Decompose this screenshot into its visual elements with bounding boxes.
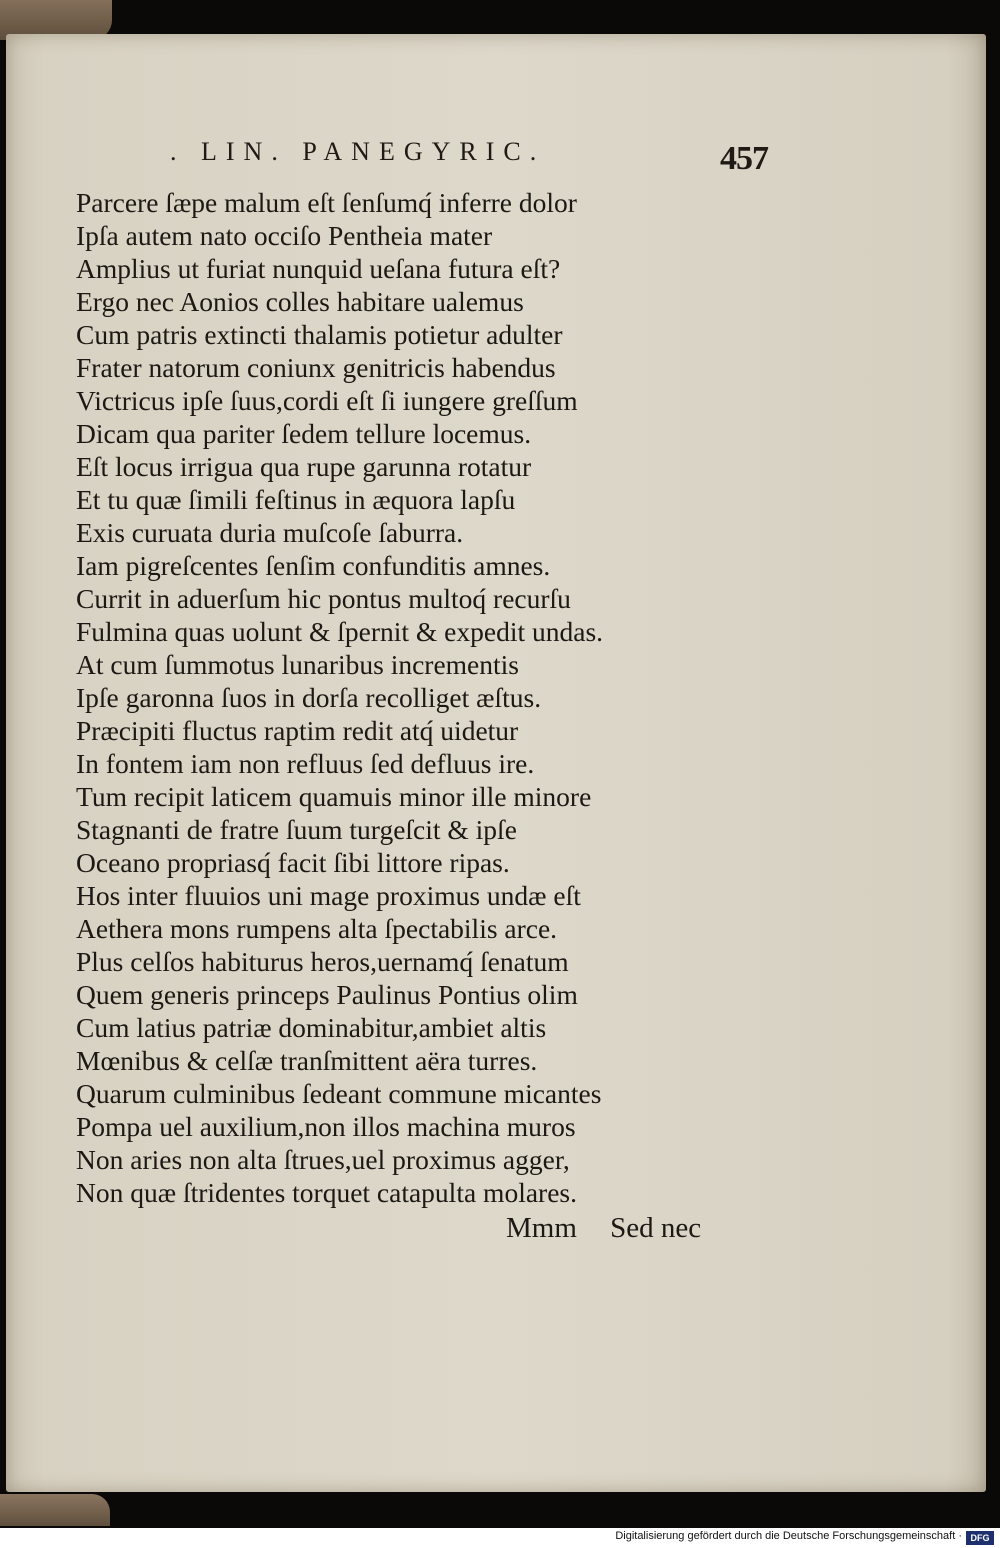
verse-line: Præcipiti fluctus raptim redit atq́ uidetur [76,715,519,746]
binding-tape-bottom [0,1494,110,1526]
verse-line: Plus celſos habiturus heros,uernamq́ ſenatum [76,946,569,977]
verse-line: Oceano propriasq́ facit ſibi littore ripas. [76,847,510,878]
page-number: 457 [720,140,768,177]
verse-line: Ipſa autem nato occiſo Pentheia mater [76,220,493,251]
verse-line: Eſt locus irrigua qua rupe garunna rotatur [76,451,532,482]
verse-line: Fulmina quas uolunt & ſpernit & expedit undas. [76,616,604,647]
verse-line: Non aries non alta ſtrues,uel proximus agger, [76,1144,570,1175]
dfg-logo: DFG [966,1531,994,1545]
verse-line: Exis curuata duria muſcoſe ſaburra. [76,517,464,548]
verse-line: Frater natorum coniunx genitricis habendus [76,352,556,383]
verse-line: Victricus ipſe ſuus,cordi eſt ſi iungere greſſum [76,385,578,416]
catchword: Sed nec [610,1212,702,1244]
verse-line: Non quæ ſtridentes torquet catapulta molares. [76,1177,577,1208]
footer-bar [0,1528,1000,1548]
verse-line: Iam pigreſcentes ſenſim confunditis amnes. [76,550,551,581]
funding-credit: Digitalisierung gefördert durch die Deutsche Forschungsgemeinschaft · [615,1530,962,1542]
verse-text [76,186,756,1209]
verse-line: Cum patris extincti thalamis potietur adulter [76,319,563,350]
verse-line: Cum latius patriæ dominabitur,ambiet altis [76,1012,547,1043]
verse-line: Mœnibus & celſæ tranſmittent aëra turres. [76,1045,538,1076]
verse-line: Quarum culminibus ſedeant commune micantes [76,1078,602,1109]
verse-line: Aethera mons rumpens alta ſpectabilis arce. [76,913,558,944]
signature-mark: Mmm [506,1212,577,1244]
verse-line: Parcere ſæpe malum eſt ſenſumq́ inferre dolor [76,187,577,218]
verse-line: At cum ſummotus lunaribus incrementis [76,649,519,680]
verse-line: Ergo nec Aonios colles habitare ualemus [76,286,524,317]
running-head: . LIN. PANEGYRIC. [170,137,546,166]
verse-line: Et tu quæ ſimili feſtinus in æquora lapſu [76,484,516,515]
verse-line: Quem generis princeps Paulinus Pontius olim [76,979,578,1010]
verse-line: Ipſe garonna ſuos in dorſa recolliget æſtus. [76,682,542,713]
verse-line: Stagnanti de fratre ſuum turgeſcit & ipſe [76,814,517,845]
verse-line: In fontem iam non refluus ſed defluus ire. [76,748,535,779]
verse-line: Tum recipit laticem quamuis minor ille minore [76,781,592,812]
verse-line: Currit in aduerſum hic pontus multoq́ recurſu [76,583,571,614]
verse-line: Amplius ut furiat nunquid ueſana futura eſt? [76,253,561,284]
verse-line: Hos inter fluuios uni mage proximus undæ eſt [76,880,581,911]
catchword-line [506,1212,701,1245]
verse-line: Dicam qua pariter ſedem tellure locemus. [76,418,532,449]
verse-line: Pompa uel auxilium,non illos machina muros [76,1111,576,1142]
